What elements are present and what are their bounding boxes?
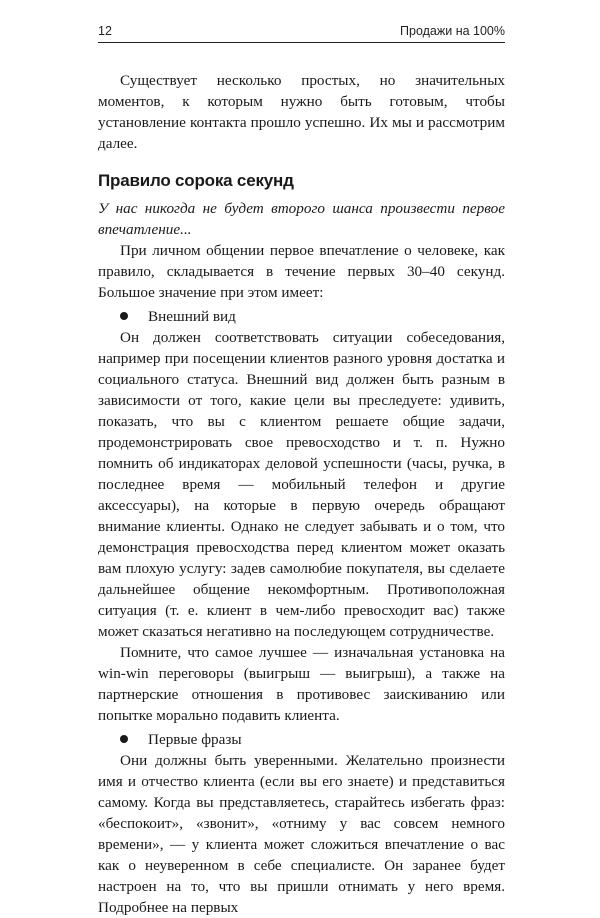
page-header: [98, 20, 505, 43]
epigraph: У нас никогда не будет второго шанса произвести первое впечатление...: [98, 200, 505, 238]
page-body: [98, 70, 505, 918]
running-title: Продажи на 100%: [400, 24, 505, 38]
paragraph-win-win: Помните, что самое лучшее — изначальная установка на win-win переговоры (выигрыш — выигрыш), а также на партнерские отношения в противовес заискиванию или попытке морально подавить клиента.: [98, 644, 505, 724]
paragraph-first-impression: При личном общении первое впечатление о человеке, как правило, складывается в течение первых 30–40 секунд. Большое значение при этом имеет:: [98, 242, 505, 301]
paragraph-appearance: Он должен соответствовать ситуации собеседования, например при посещении клиентов разного уровня достатка и социального статуса. Внешний вид должен быть разным в зависимости от того, какие цели вы преследуете: удивить, показать, что вы с клиентом решаете общие задачи, продемонстрировать свое превосходство и т. п. Нужно помнить об индикаторах деловой успешности (часы, ручка, в последнее время — мобильный телефон и другие аксессуары), на которые в первую очередь обращают внимание клиенты. Однако не следует забывать и о том, что демонстрация превосходства перед клиентом может оказать вам плохую услугу: задев самолюбие покупателя, вы сделаете дальнейшее общение некомфортным. Противоположная ситуация (т. е. клиент в чем-либо превосходит вас) также может сказаться негативно на последующем сотрудничестве.: [98, 329, 505, 640]
bullet-first-phrases: [98, 729, 505, 750]
intro-paragraph: Существует несколько простых, но значительных моментов, к которым нужно быть готовым, чтобы установление контакта прошло успешно. Их мы и рассмотрим далее.: [98, 72, 505, 152]
section-title: Правило сорока секунд: [98, 171, 294, 190]
page-number: 12: [98, 24, 112, 38]
bullet-label: Внешний вид: [148, 308, 236, 325]
paragraph-first-phrases: Они должны быть уверенными. Желательно произнести имя и отчество клиента (если вы его знаете) и представиться самому. Когда вы представляетесь, старайтесь избегать фраз: «беспокоит», «звонит», «отниму у вас совсем немного времени», — у клиента может сложиться впечатление о вас как о неуверенном в себе специалисте. Он заранее будет настроен на то, что вы пришли отнимать у него время. Подробнее на первых: [98, 752, 505, 916]
bullet-dot-icon: [120, 312, 128, 320]
bullet-label: Первые фразы: [148, 731, 242, 748]
bullet-appearance: [98, 306, 505, 327]
bullet-dot-icon: [120, 735, 128, 743]
